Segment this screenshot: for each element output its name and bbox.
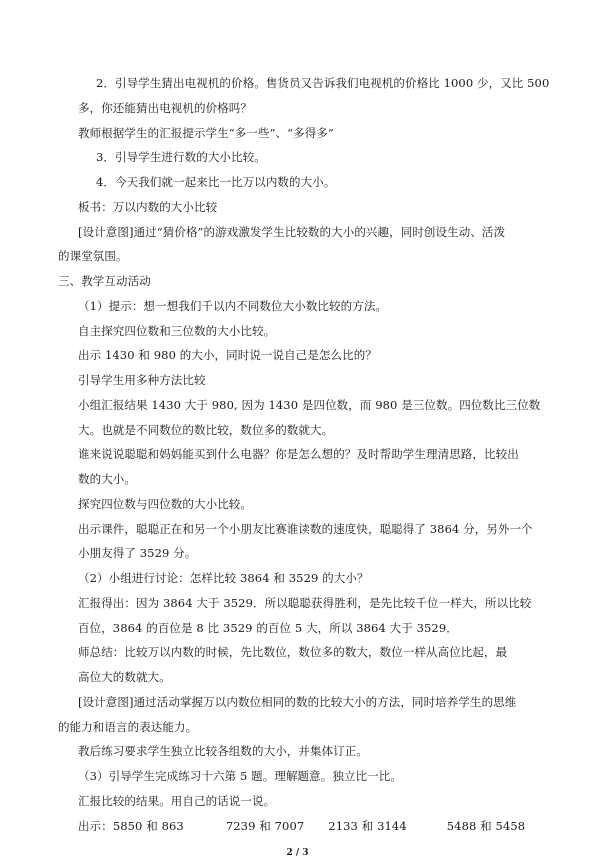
paragraph-line: 多，你还能猜出电视机的价格吗？: [78, 100, 252, 115]
paragraph-line: 自主探究四位数和三位数的大小比较。: [78, 323, 276, 338]
paragraph-line: 板书：万以内数的大小比较: [78, 199, 218, 214]
paragraph-line: 3．引导学生进行数的大小比较。: [96, 150, 266, 165]
paragraph-line: 4．今天我们就一起来比一比万以内数的大小。: [96, 175, 336, 189]
paragraph-line: [设计意图]通过活动掌握万以内数位相同的数的比较大小的方法，同时培养学生的思维: [78, 694, 517, 709]
paragraph-line: [设计意图]通过“猜价格”的游戏激发学生比较数的大小的兴趣，同时创设生动、活泼: [78, 224, 506, 239]
exercise-item: 2133 和 3144: [328, 818, 407, 833]
paragraph-line: 汇报得出：因为 3864 大于 3529．所以聪聪获得胜利，是先比较千位一样大，所以比较: [78, 595, 532, 610]
paragraph-line: 教后练习要求学生独立比较各组数的大小，并集体订正。: [78, 744, 368, 759]
paragraph-line: （2）小组进行讨论：怎样比较 3864 和 3529 的大小？: [78, 571, 369, 585]
page-number: 2 / 3: [286, 848, 309, 858]
exercise-prefix: 出示：: [78, 818, 113, 833]
paragraph-line: 出示课件，聪聪正在和另一个小朋友比赛谁读数的速度快，聪聪得了 3864 分，另外一个: [78, 521, 533, 536]
paragraph-line: 数的大小。: [78, 472, 136, 486]
paragraph-line: （3）引导学生完成练习十六第 5 题。理解题意。独立比一比。: [78, 769, 402, 783]
paragraph-line: 汇报比较的结果。用自己的话说一说。: [78, 793, 276, 808]
section-heading: 三、教学互动活动: [58, 274, 151, 288]
paragraph-line: 百位，3864 的百位是 8 比 3529 的百位 5 大，所以 3864 大于 3529．: [78, 620, 458, 635]
paragraph-line: （1）提示：想一想我们千以内不同数位大小数比较的方法。: [78, 298, 388, 313]
exercise-item: 7239 和 7007: [225, 818, 305, 833]
paragraph-line: 高位大的数就大。: [78, 670, 171, 684]
exercise-item: 5488 和 5458: [446, 818, 526, 833]
paragraph-line: 大。也就是不同数位的数比较，数位多的数就大。: [78, 422, 334, 437]
exercise-item: 5850 和 863: [112, 818, 184, 833]
paragraph-line: 的课堂氛围。: [58, 249, 128, 264]
paragraph-line: 出示 1430 和 980 的大小，同时说一说自己是怎么比的？: [78, 348, 377, 363]
paragraph-line: 小组汇报结果 1430 大于 980, 因为 1430 是四位数，而 980 是三位数。四位数比三位数: [78, 397, 541, 412]
paragraph-line: 的能力和语言的表达能力。: [58, 719, 198, 734]
paragraph-line: 谁来说说聪聪和妈妈能买到什么电器？你是怎么想的？及时帮助学生理清思路，比较出: [78, 447, 519, 462]
paragraph-line: 2．引导学生猜出电视机的价格。售货员又告诉我们电视机的价格比 1000 少，又比 500: [96, 76, 550, 90]
paragraph-line: 师总结：比较万以内数的时候，先比数位，数位多的数大，数位一样从高位比起，最: [78, 645, 508, 660]
paragraph-line: 教师根据学生的汇报提示学生“多一些”、“多得多”: [78, 125, 334, 140]
paragraph-line: 探究四位数与四位数的大小比较。: [78, 496, 252, 511]
paragraph-line: 引导学生用多种方法比较: [78, 373, 206, 387]
paragraph-line: 小朋友得了 3529 分。: [78, 546, 197, 561]
exercise-row: [78, 818, 525, 834]
